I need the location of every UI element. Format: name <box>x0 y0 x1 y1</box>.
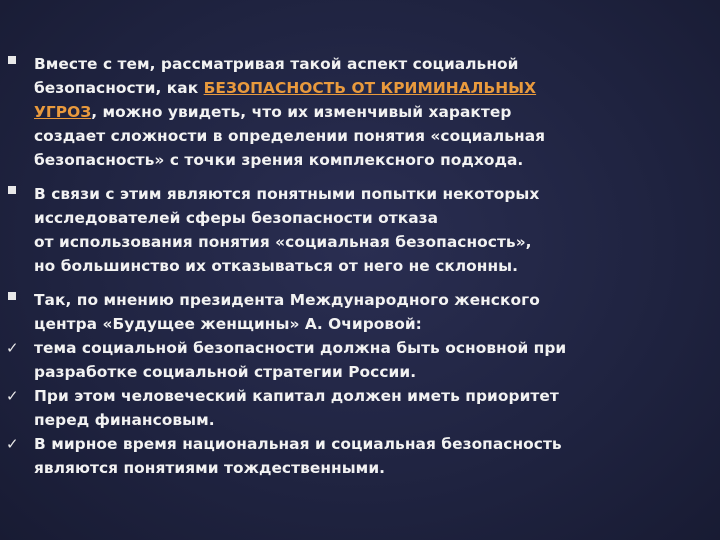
square-bullet-icon <box>8 292 16 300</box>
check-item-3-text: В мирное время национальная и социальная безопасность являются понятиями тождественными. <box>34 435 562 477</box>
check-item-1-text: тема социальной безопасности должна быть основной при разработке социальной стратегии России. <box>34 339 567 381</box>
square-bullet-icon <box>8 186 16 194</box>
paragraph-3-text: Так, по мнению президента Международного женского центра «Будущее женщины» А. Очировой: <box>34 291 540 333</box>
paragraph-2-text: В связи с этим являются понятными попытки некоторых исследователей сферы безопасности отказа от использования понятия «социальная безопасность», но большинство их отказываться от него не склонны. <box>34 185 540 275</box>
check-item-2-text: При этом человеческий капитал должен иметь приоритет перед финансовым. <box>34 387 559 429</box>
checkmark-icon: ✓ <box>6 387 19 405</box>
paragraph-1-part-b: , можно увидеть, что их изменчивый характер создает сложности в определении понятия «социальная безопасность» с точки зрения комплексного подхода. <box>34 103 546 169</box>
checkmark-icon: ✓ <box>6 435 19 453</box>
paragraph-1-text <box>34 52 716 172</box>
square-bullet-icon <box>8 56 16 64</box>
criminal-threats-highlight: БЕЗОПАСНОСТЬ ОТ КРИМИНАЛЬНЫХ УГРОЗ <box>34 79 537 121</box>
checkmark-icon: ✓ <box>6 339 19 357</box>
paragraph-1-part-a: Вместе с тем, рассматривая такой аспект социальной безопасности, как <box>34 55 519 97</box>
